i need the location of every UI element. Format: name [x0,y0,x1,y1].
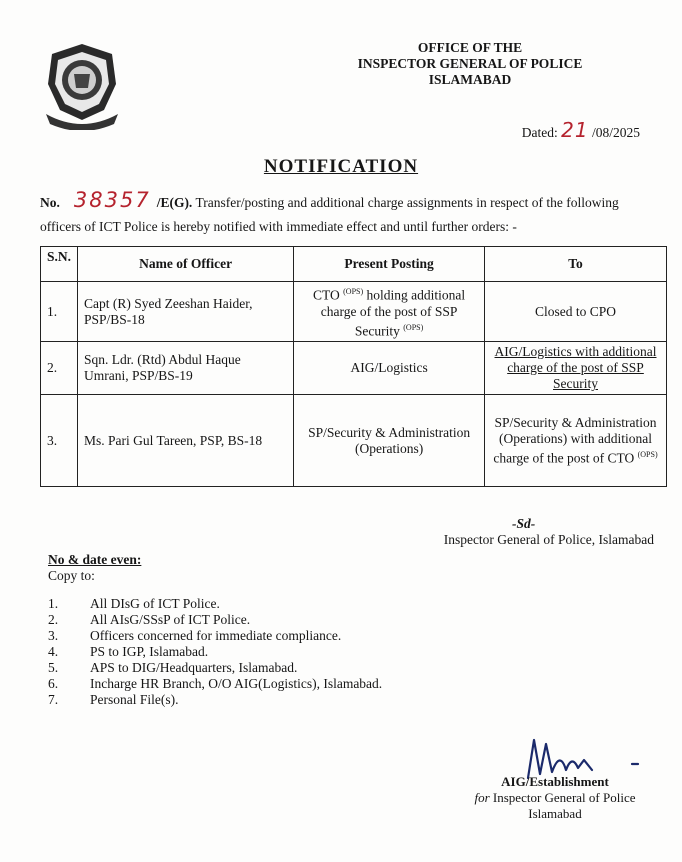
row-name: Capt (R) Syed Zeeshan Haider, PSP/BS-18 [78,282,294,342]
table-row [41,342,667,395]
no-label: No. [40,195,60,210]
dated-label: Dated: [521,125,558,140]
copy-heading: No & date even: [48,552,142,567]
copy-section [48,552,382,708]
police-emblem-logo [40,40,124,130]
row-name: Ms. Pari Gul Tareen, PSP, BS-18 [78,395,294,487]
dated-month-year: /08/2025 [591,125,640,140]
office-header [300,40,640,88]
header-present: Present Posting [294,247,485,282]
row-sn: 3. [41,395,78,487]
intro-paragraph [40,188,652,239]
table-header-row [41,247,667,282]
copy-to-label: Copy to: [48,568,95,583]
present-b: holding additional charge of the post of SSP Security [320,287,466,338]
office-line-3: ISLAMABAD [428,72,512,87]
table-row [41,282,667,342]
signoff-for: for [474,790,490,805]
row-sn: 1. [41,282,78,342]
office-line-1: OFFICE OF THE [417,40,523,55]
row-present: AIG/Logistics [294,342,485,395]
sd-mark: -Sd- [512,516,536,531]
header-name: Name of Officer [78,247,294,282]
present-a: CTO [313,287,340,303]
row-sn: 2. [41,342,78,395]
igp-signatory: Inspector General of Police, Islamabad [443,532,654,547]
list-item: 7. Personal File(s). [48,692,179,707]
list-item: 4. PS to IGP, Islamabad. [48,644,209,659]
present-sup-1: (OPS) [343,287,364,296]
list-item: 2. All AIsG/SSsP of ICT Police. [48,612,251,627]
signoff-igp: Inspector General of Police [492,790,636,805]
table-row [41,395,667,487]
row-present: SP/Security & Administration (Operations) [294,395,485,487]
to-a: SP/Security & Administration (Operations) with additional charge of the post of CTO [493,414,657,466]
list-item: 5. APS to DIG/Headquarters, Islamabad. [48,660,298,675]
office-line-2: INSPECTOR GENERAL OF POLICE [357,56,583,71]
signoff-for-line [440,790,670,806]
header-to: To [485,247,667,282]
header-sn: S.N. [41,247,78,282]
number-suffix: /E(G). [156,195,193,210]
row-present [294,282,485,342]
row-to: Closed to CPO [485,282,667,342]
row-to [485,395,667,487]
dated-day-handwritten: 21 [561,118,589,142]
list-item: 6. Incharge HR Branch, O/O AIG(Logistics), Islamabad. [48,676,383,691]
signoff-city: Islamabad [528,806,582,821]
list-item: 1. All DIsG of ICT Police. [48,596,220,611]
page-title: NOTIFICATION [263,156,419,177]
notification-number-handwritten: 38357 [73,188,151,212]
signoff-title: AIG/Establishment [501,774,609,789]
intro-text: Transfer/posting and additional charge assignments in respect of the following officers of ICT Police is hereby notified with immediate effect and until further orders: - [40,195,619,234]
row-name: Sqn. Ldr. (Rtd) Abdul Haque Umrani, PSP/BS-19 [78,342,294,395]
signoff-block [440,774,670,822]
row-to: AIG/Logistics with additional charge of the post of SSP Security [485,342,667,395]
list-item: 3. Officers concerned for immediate compliance. [48,628,342,643]
officers-table [40,246,667,487]
present-sup-2: (OPS) [403,322,424,332]
date-line [522,118,640,142]
copy-list [48,596,382,708]
to-sup: (OPS) [637,449,658,459]
